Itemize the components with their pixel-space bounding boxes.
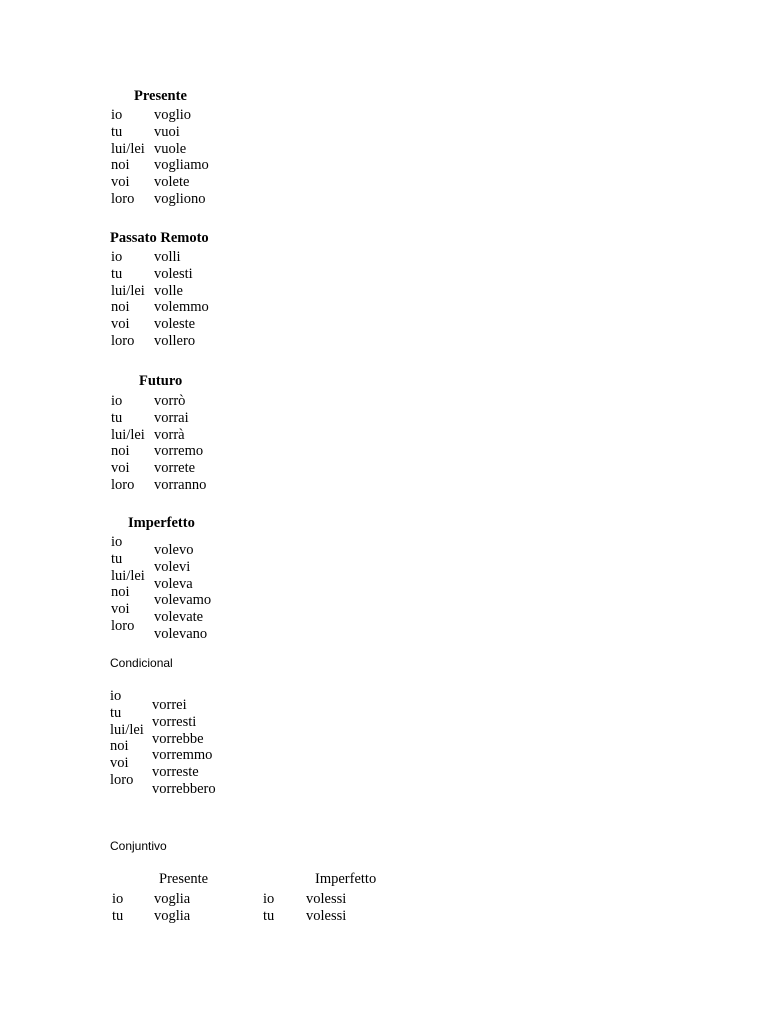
pronoun: tu	[111, 265, 123, 282]
pronoun: io	[111, 249, 123, 265]
verb-form: voglia	[154, 891, 191, 907]
verb-form: vogliamo	[154, 157, 209, 174]
pronoun: noi	[111, 584, 130, 601]
verb-form: vuole	[154, 140, 187, 157]
verb-form: vorremmo	[152, 747, 213, 764]
section-title-futuro: Futuro	[139, 373, 183, 389]
verb-column-conjuntivo-imperfetto	[306, 891, 346, 925]
pronoun: noi	[111, 443, 130, 460]
verb-form: vorreste	[152, 764, 199, 781]
verb-column-condicional	[152, 697, 216, 798]
pronoun-column-passato-remoto	[111, 249, 145, 350]
section-title-condicional: Condicional	[110, 656, 173, 670]
pronoun: voi	[110, 755, 129, 772]
verb-form: volessi	[306, 891, 347, 907]
pronoun-column-condicional	[110, 688, 144, 789]
section-title-presente: Presente	[134, 88, 187, 104]
pronoun: io	[111, 107, 123, 123]
verb-form: volle	[154, 282, 183, 299]
verb-column-imperfetto	[154, 542, 211, 643]
verb-form: voglio	[154, 107, 192, 123]
verb-form: vollero	[154, 332, 196, 349]
pronoun: voi	[111, 601, 130, 618]
pronoun: tu	[111, 409, 123, 426]
pronoun: loro	[111, 332, 135, 349]
section-title-imperfetto: Imperfetto	[128, 515, 195, 531]
pronoun-column-conjuntivo-imperfetto	[263, 891, 274, 925]
verb-column-presente	[154, 107, 209, 208]
verb-form: volete	[154, 174, 190, 191]
pronoun: tu	[111, 123, 123, 140]
verb-form: volevamo	[154, 592, 212, 609]
section-title-passato-remoto: Passato Remoto	[110, 230, 209, 246]
verb-form: vorrebbero	[152, 780, 216, 797]
pronoun-column-imperfetto	[111, 534, 145, 635]
verb-form: vorrai	[154, 409, 189, 426]
verb-form: volevate	[154, 609, 204, 626]
pronoun-column-futuro	[111, 393, 145, 494]
verb-form: volevi	[154, 558, 191, 575]
pronoun: io	[110, 688, 122, 704]
verb-form: vuoi	[154, 123, 180, 140]
pronoun-column-presente	[111, 107, 145, 208]
pronoun: noi	[110, 738, 129, 755]
pronoun: voi	[111, 174, 130, 191]
verb-column-passato-remoto	[154, 249, 209, 350]
pronoun: noi	[111, 157, 130, 174]
verb-form: vorrebbe	[152, 730, 204, 747]
subsection-title-conjuntivo-presente: Presente	[159, 871, 209, 887]
subsection-title-conjuntivo-imperfetto: Imperfetto	[315, 871, 377, 887]
pronoun: tu	[111, 550, 123, 567]
verb-form: voglia	[154, 907, 191, 924]
verb-form: vorrei	[152, 697, 187, 713]
pronoun: io	[111, 393, 123, 409]
pronoun: voi	[111, 460, 130, 477]
verb-form: volesti	[154, 265, 193, 282]
pronoun: lui/lei	[111, 426, 145, 443]
pronoun: io	[111, 534, 123, 550]
pronoun: lui/lei	[110, 721, 144, 738]
pronoun: loro	[111, 617, 135, 634]
verb-form: volli	[154, 249, 181, 265]
pronoun: loro	[111, 476, 135, 493]
pronoun: tu	[112, 907, 124, 924]
verb-column-futuro	[154, 393, 206, 494]
verb-form: vogliono	[154, 190, 206, 207]
verb-form: vorresti	[152, 713, 197, 730]
verb-form: voleste	[154, 316, 196, 333]
verb-form: voleva	[154, 575, 193, 592]
section-title-conjuntivo: Conjuntivo	[110, 839, 167, 853]
verb-form: vorremo	[154, 443, 204, 460]
verb-form: volemmo	[154, 299, 209, 316]
pronoun: io	[112, 891, 124, 907]
verb-form: vorrete	[154, 460, 196, 477]
pronoun: lui/lei	[111, 140, 145, 157]
pronoun: io	[263, 891, 275, 907]
verb-form: volessi	[306, 907, 347, 924]
pronoun: voi	[111, 316, 130, 333]
pronoun: loro	[111, 190, 135, 207]
pronoun: loro	[110, 771, 134, 788]
pronoun: tu	[263, 907, 275, 924]
verb-form: volevano	[154, 625, 208, 642]
pronoun: noi	[111, 299, 130, 316]
pronoun: lui/lei	[111, 282, 145, 299]
verb-form: vorranno	[154, 476, 207, 493]
verb-form: vorrà	[154, 426, 185, 443]
verb-form: volevo	[154, 542, 194, 558]
pronoun: lui/lei	[111, 567, 145, 584]
verb-form: vorrò	[154, 393, 186, 409]
verb-column-conjuntivo-presente	[154, 891, 190, 925]
pronoun: tu	[110, 704, 122, 721]
pronoun-column-conjuntivo-presente	[112, 891, 123, 925]
